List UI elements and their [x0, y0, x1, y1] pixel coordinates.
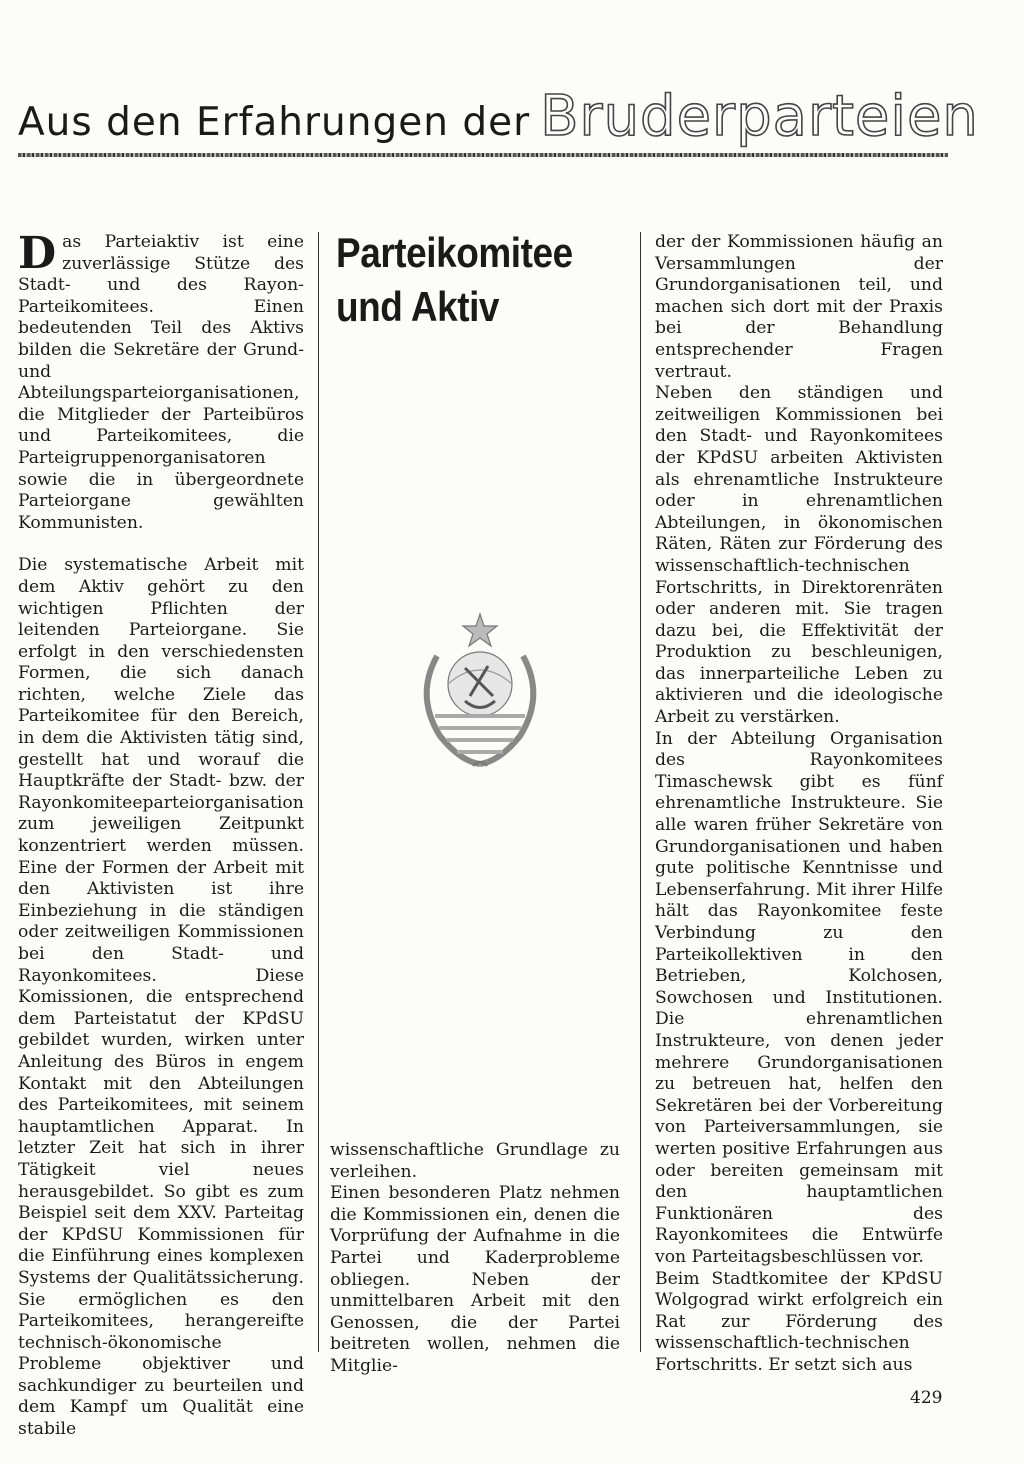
- article-title-line: Parteikomitee: [336, 229, 573, 276]
- ussr-state-emblem-icon: [395, 606, 565, 776]
- article-column-2: [330, 1140, 620, 1378]
- section-header: [18, 84, 979, 149]
- paragraph: Die systematische Arbeit mit dem Aktiv gehört zu den wichtigen Pflichten der leitenden Parteiorgane. Sie erfolgt in den verschiedensten Formen, die sich danach richten, welche Ziele das Parteikomitee für den Bereich, in dem die Aktivisten tätig sind, gestellt hat und worauf die Hauptkräfte der Stadt- bzw. der Rayonkomiteeparteiorganisation zum jeweiligen Zeitpunkt konzentriert werden müssen. Eine der Formen der Arbeit mit den Aktivisten ist ihre Einbeziehung in die ständigen oder zeitweiligen Kommissionen bei den Stadt- und Rayonkomitees. Diese Komissionen, die entsprechend dem Parteistatut der KPdSU gebildet wurden, wirken unter Anleitung des Büros in engem Kontakt mit den Abteilungen des Parteikomitees, mit seinem hauptamtlichen Apparat. In letzter Zeit hat sich in ihrer Tätigkeit viel neues herausgebildet. So gibt es zum Beispiel seit dem XXV. Parteitag der KPdSU Kommissionen für die Einführung eines komplexen Systems der Qualitätssicherung. Sie ermöglichen es den Parteikomitees, herangereifte technisch-ökonomische Probleme objektiver und sachkundiger zu beurteilen und dem Kampf um Qualität eine stabile: [18, 555, 304, 1440]
- paragraph: der der Kommissionen häufig an Versammlungen der Grundorganisationen teil, und machen sich dort mit der Praxis bei der Behandlung entsprechender Fragen vertraut.: [655, 232, 943, 382]
- column-divider: [640, 232, 641, 1352]
- page-number: 429: [910, 1388, 943, 1408]
- paragraph: Einen besonderen Platz nehmen die Kommissionen ein, denen die Vorprüfung der Aufnahme in die Partei und Kaderprobleme obliegen. Neben der unmittelbaren Arbeit mit den Genossen, die der Partei beitreten wollen, nehmen die Mitglie-: [330, 1183, 620, 1376]
- paragraph: [18, 228, 304, 534]
- article-title-line: und Aktiv: [336, 283, 500, 330]
- column-divider: [318, 232, 319, 1352]
- paragraph: Beim Stadtkomitee der KPdSU Wolgograd wirkt erfolgreich ein Rat zur Förderung des wissenschaftlich-technischen Fortschritts. Er setzt sich aus: [655, 1268, 943, 1375]
- drop-cap: D: [18, 228, 57, 279]
- paragraph: In der Abteilung Organisation des Rayonkomitees Timaschewsk gibt es fünf ehrenamtliche Instrukteure. Sie alle waren früher Sekretäre von Grundorganisationen und haben gute politische Kenntnisse und Lebenserfahrung. Mit ihrer Hilfe hält das Rayonkomitee feste Verbindung zu den Parteikollektiven in den Betrieben, Kolchosen, Sowchosen und Institutionen. Die ehrenamtlichen Instrukteure, von denen jeder mehrere Grundorganisationen zu betreuen hat, helfen den Sekretären bei der Vorbereitung von Parteiversammlungen, sie werten positive Erfahrungen aus oder bereiten gemeinsam mit den hauptamtlichen Funktionären des Rayonkomitees die Entwürfe von Parteitagsbeschlüssen vor.: [655, 728, 943, 1267]
- paragraph: Neben den ständigen und zeitweiligen Kommissionen bei den Stadt- und Rayonkomitees der KPdSU arbeiten Aktivisten als ehrenamtliche Instrukteure oder in ehrenamtlichen Abteilungen, in ökonomischen Räten, Räten zur Förderung des wissenschaftlich-technischen Fortschritts, in Direktorenräten oder anderen mit. Sie tragen dazu bei, die Effektivität der Produktion zu beschleunigen, das innerparteiliche Leben zu aktivieren und die ideologische Arbeit zu verstärken.: [655, 383, 943, 728]
- paragraph: wissenschaftliche Grundlage zu verleihen.: [330, 1140, 620, 1182]
- paragraph-text: as Parteiaktiv ist eine zuverlässige Stütze des Stadt- und des Rayon-Parteikomitees. Einen bedeutenden Teil des Aktivs bilden die Sekretäre der Grund- und Abteilungsparteiorganisationen, die Mitglieder der Parteibüros und Parteikomitees, die Parteigruppenorganisatoren sowie die in übergeordnete Parteiorgane gewählten Kommunisten.: [18, 232, 304, 533]
- header-rule: [18, 153, 948, 157]
- article-column-3: [655, 232, 943, 1376]
- section-header-text: Aus den Erfahrungen der: [18, 100, 531, 145]
- article-title: [336, 226, 600, 334]
- section-header-outline-text: Bruderparteien: [540, 84, 979, 149]
- article-column-1: [18, 228, 304, 1441]
